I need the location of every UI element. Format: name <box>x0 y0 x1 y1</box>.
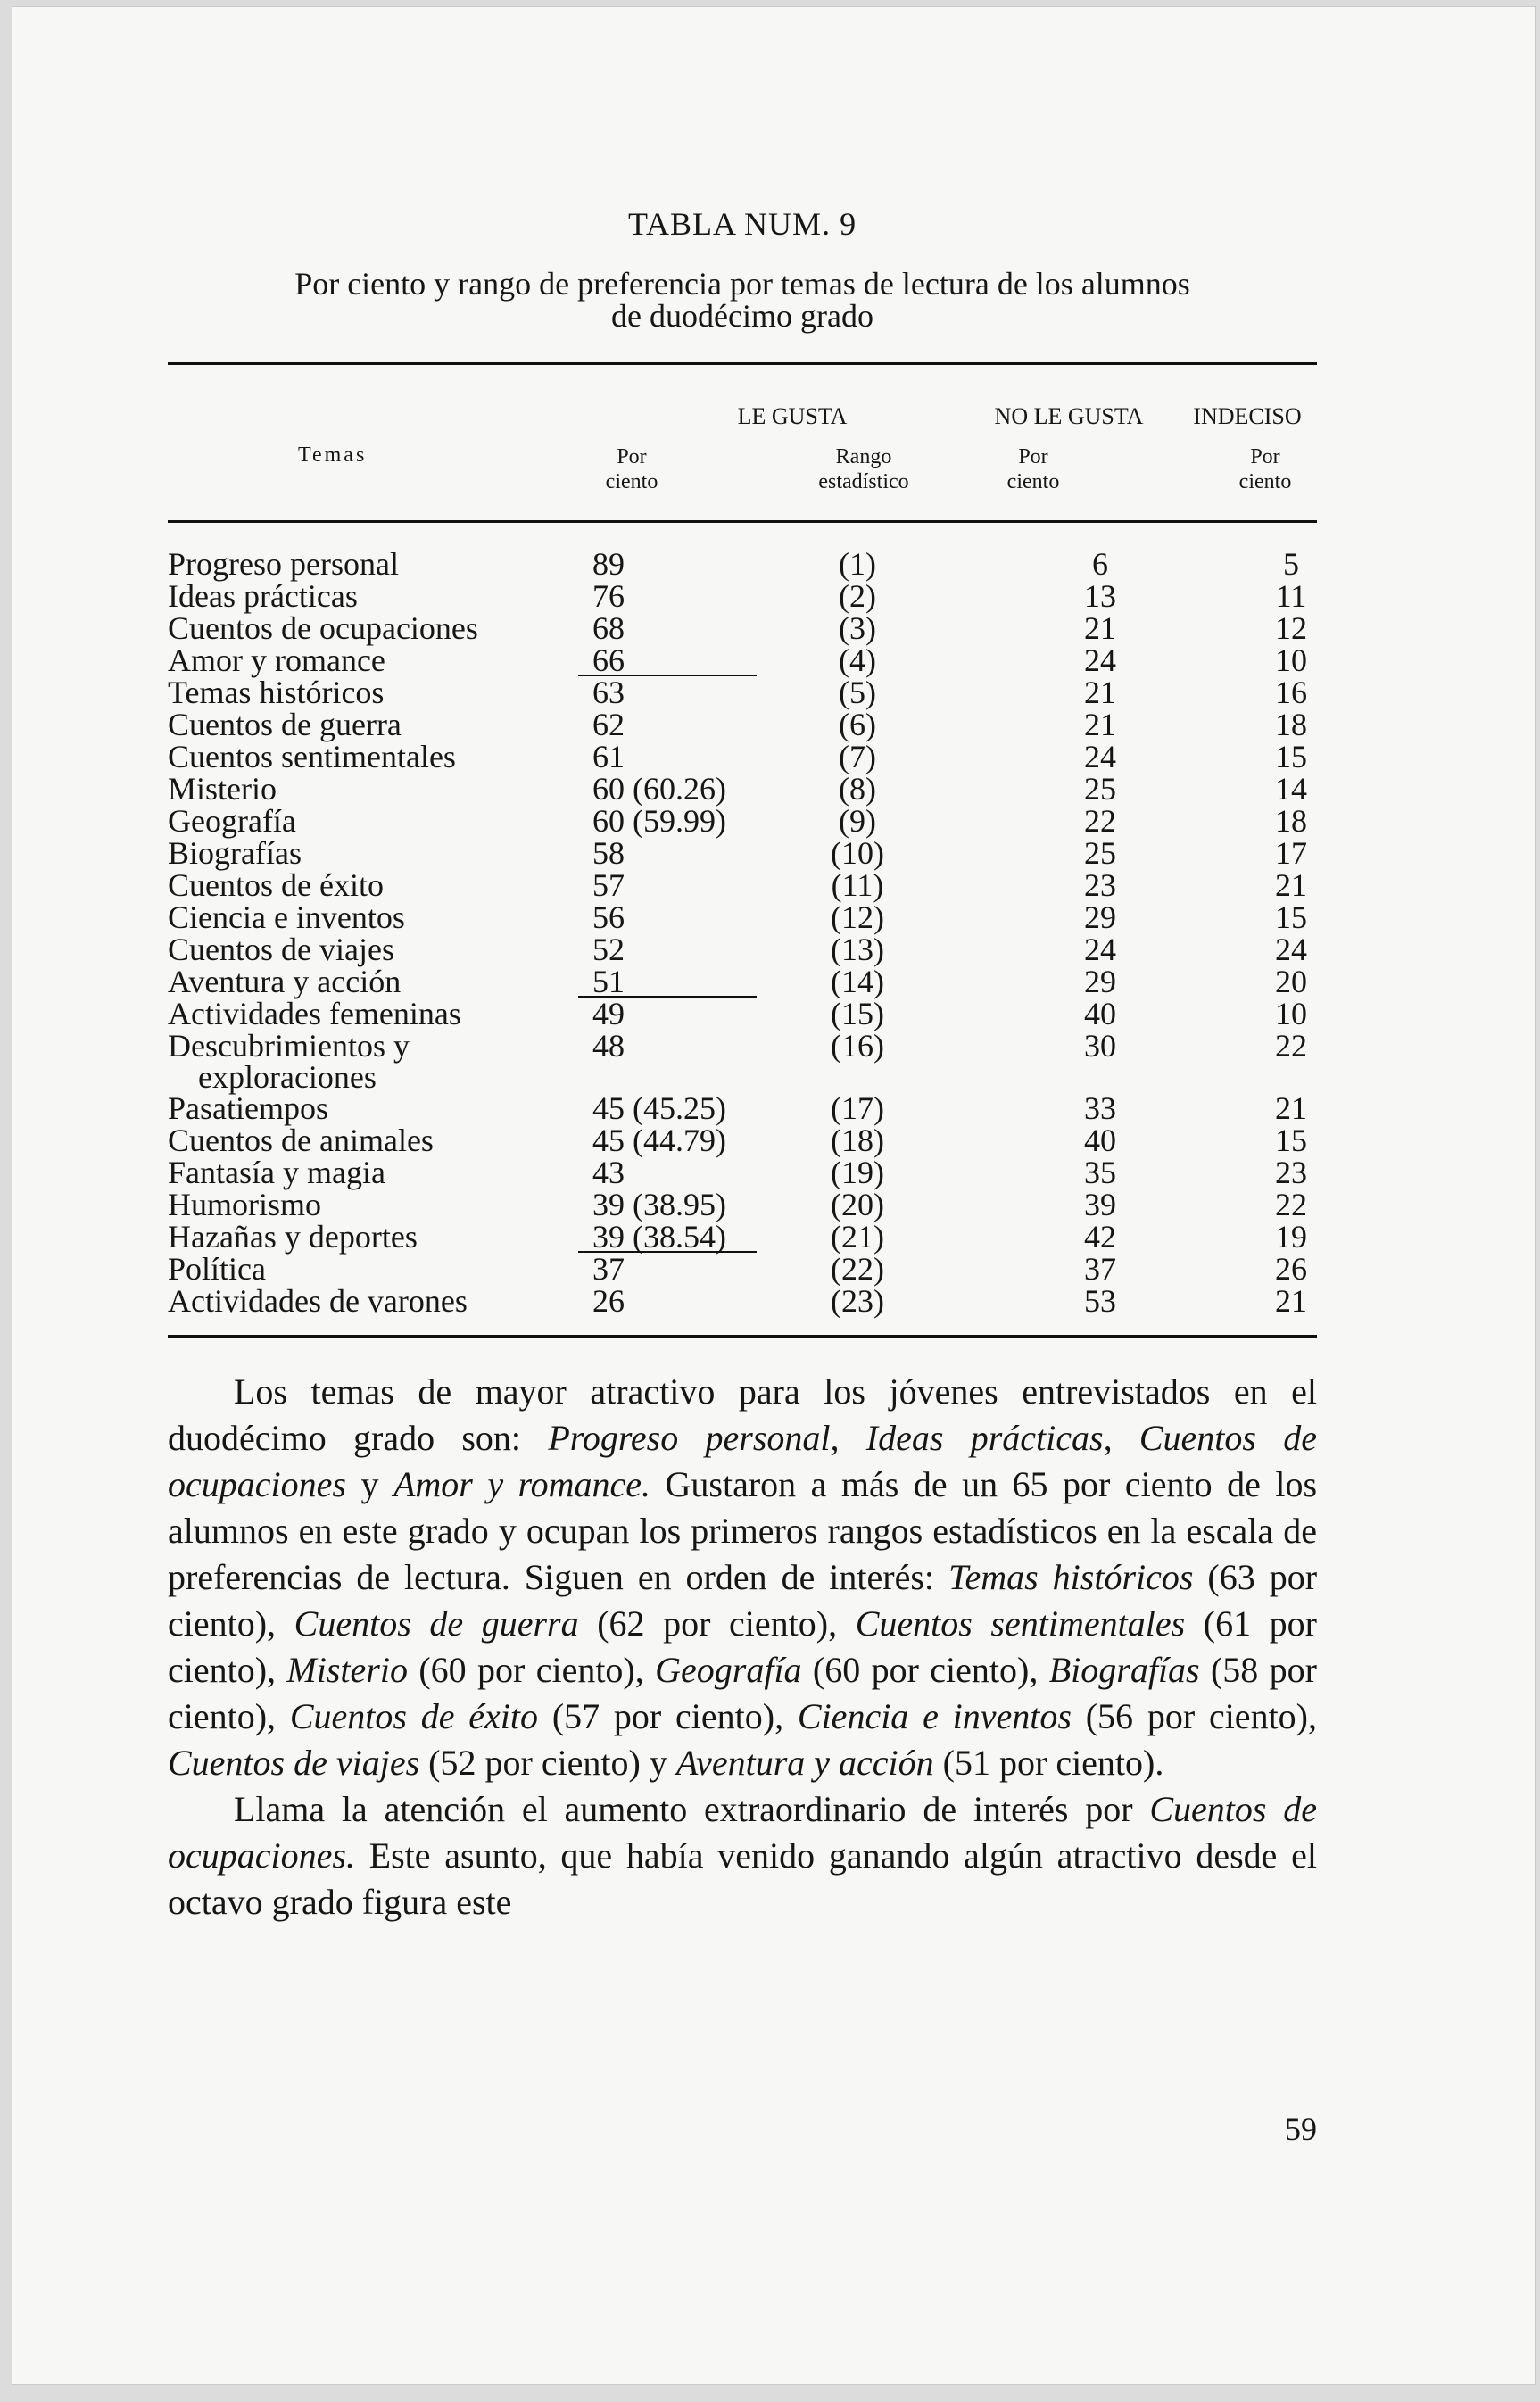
cell-tema <box>168 965 560 998</box>
cell-tema-text: Actividades femeninas <box>168 996 461 1031</box>
cell-rango: (13) <box>831 932 884 967</box>
cell-le-gusta-pct: 60 (60.26) <box>592 771 726 807</box>
cell-tema-text: Misterio <box>168 771 277 807</box>
cell-tema-text: Biografías <box>168 835 302 871</box>
cell-no-le-gusta-pct: 53 <box>1084 1283 1116 1319</box>
italic-phrase: Temas históricos <box>948 1557 1194 1597</box>
table-top-rule <box>168 362 1317 365</box>
cell-rango: (16) <box>831 1028 884 1064</box>
cell-indeciso-pct: 23 <box>1275 1155 1307 1190</box>
cell-rango: (19) <box>831 1155 884 1190</box>
cell-tema-text: Hazañas y deportes <box>168 1219 418 1255</box>
text-run: y <box>345 1464 393 1504</box>
cell-no-le-gusta-pct: 21 <box>1084 707 1116 742</box>
cell-indeciso-pct: 15 <box>1275 899 1307 935</box>
cell-tema <box>168 708 560 741</box>
cell-le-gusta-pct: 39 (38.54) <box>592 1219 726 1255</box>
cell-tema <box>168 933 560 965</box>
cell-rango: (11) <box>831 867 884 903</box>
cell-tema-text: Progreso personal <box>168 546 399 582</box>
cell-no-le-gusta-pct: 30 <box>1084 1028 1116 1064</box>
cell-tema-text: Política <box>168 1251 266 1287</box>
cell-indeciso-pct: 22 <box>1275 1028 1307 1064</box>
italic-phrase: Geografía <box>655 1650 802 1690</box>
cell-tema-text: Cuentos de viajes <box>168 932 394 967</box>
cell-no-le-gusta-pct: 29 <box>1084 964 1116 999</box>
cell-rango: (10) <box>831 835 884 871</box>
table-row <box>168 612 1317 644</box>
cell-no-le-gusta-pct: 23 <box>1084 867 1116 903</box>
cell-tema <box>168 1028 560 1095</box>
cell-tema <box>168 676 560 708</box>
cell-tema-text: Descubrimientos y <box>168 1028 410 1064</box>
cell-rango: (4) <box>839 642 876 678</box>
cell-indeciso-pct: 14 <box>1275 771 1307 807</box>
cell-tema-text: Cuentos de éxito <box>168 867 384 903</box>
table-bottom-rule <box>168 1335 1317 1338</box>
cell-rango: (20) <box>831 1187 884 1222</box>
cell-indeciso-pct: 12 <box>1275 610 1307 646</box>
table-subtitle-line-2: de duodécimo grado <box>611 298 873 334</box>
cell-indeciso-pct: 21 <box>1275 1090 1307 1126</box>
italic-phrase: Aventura y acción <box>675 1743 934 1783</box>
cell-indeciso-pct: 18 <box>1275 803 1307 839</box>
italic-phrase: Cuentos de éxito <box>289 1696 539 1736</box>
header-label: Por <box>617 445 647 468</box>
table-row <box>168 933 1317 965</box>
table-row <box>168 708 1317 741</box>
header-group-no-le-gusta: NO LE GUSTA <box>994 403 1144 429</box>
cell-rango: (2) <box>839 578 876 614</box>
text-run: (62 por ciento), <box>578 1603 856 1644</box>
table-row <box>168 580 1317 612</box>
cell-no-le-gusta-pct: 24 <box>1084 739 1116 774</box>
cell-tema-text: Ideas prácticas <box>168 578 358 614</box>
cell-tema <box>168 1092 560 1124</box>
table-row <box>168 998 1317 1030</box>
cell-le-gusta-pct: 61 <box>592 739 625 774</box>
cell-no-le-gusta-pct: 37 <box>1084 1251 1116 1287</box>
cell-no-le-gusta-pct: 39 <box>1084 1187 1116 1222</box>
cell-tema <box>168 612 560 644</box>
table-row <box>168 676 1317 708</box>
cell-no-le-gusta-pct: 33 <box>1084 1090 1116 1126</box>
cell-indeciso-pct: 19 <box>1275 1219 1307 1255</box>
header-label: Rango <box>835 445 892 468</box>
cell-indeciso-pct: 10 <box>1275 642 1307 678</box>
cell-no-le-gusta-pct: 25 <box>1084 771 1116 807</box>
text-run: (57 por ciento), <box>538 1696 798 1736</box>
cell-indeciso-pct: 15 <box>1275 739 1307 774</box>
cell-no-le-gusta-pct: 40 <box>1084 1122 1116 1158</box>
cell-le-gusta-pct: 45 (44.79) <box>592 1122 726 1158</box>
cell-le-gusta-pct: 45 (45.25) <box>592 1090 726 1126</box>
cell-tema-text: Temas históricos <box>168 675 385 710</box>
text-run: (56 por ciento), <box>1071 1696 1317 1736</box>
body-text <box>168 1369 1317 1926</box>
header-label: ciento <box>1238 470 1292 493</box>
table-row <box>168 1253 1317 1285</box>
cell-tema <box>168 805 560 837</box>
cell-le-gusta-pct: 48 <box>592 1028 625 1064</box>
cell-no-le-gusta-pct: 42 <box>1084 1219 1116 1255</box>
cell-tema <box>168 1285 560 1317</box>
cell-le-gusta-pct: 39 (38.95) <box>592 1187 726 1222</box>
cell-le-gusta-pct: 49 <box>592 996 625 1031</box>
header-no-le-gusta-por-ciento <box>944 444 1122 494</box>
cell-le-gusta-pct: 37 <box>592 1251 625 1287</box>
text-run: Gustaron a más de un 65 por ciento de los alumnos en este grado y ocupan los primeros rangos estadísticos en la escala de preferencias de lectura. Siguen en orden de interés: <box>168 1464 1318 1597</box>
book-page <box>12 7 1535 2384</box>
cell-no-le-gusta-pct: 21 <box>1084 610 1116 646</box>
table-row <box>168 1092 1317 1124</box>
cell-le-gusta-pct: 58 <box>592 835 625 871</box>
cell-rango: (8) <box>839 771 876 807</box>
text-run: (63 por ciento), <box>168 1557 1318 1644</box>
cell-rango: (9) <box>839 803 876 839</box>
cell-le-gusta-pct: 26 <box>592 1283 625 1319</box>
cell-tema <box>168 580 560 612</box>
table-row <box>168 805 1317 837</box>
page-number: 59 <box>1285 2111 1317 2147</box>
cell-le-gusta-pct: 76 <box>592 578 625 614</box>
cell-le-gusta-pct: 63 <box>592 675 625 710</box>
header-label: estadístico <box>818 470 909 493</box>
header-label: ciento <box>605 470 658 493</box>
italic-phrase: Cuentos de viajes <box>168 1743 420 1783</box>
cell-no-le-gusta-pct: 35 <box>1084 1155 1116 1190</box>
cell-rango: (6) <box>839 707 876 742</box>
cell-indeciso-pct: 5 <box>1283 546 1299 582</box>
cell-no-le-gusta-pct: 21 <box>1084 675 1116 710</box>
cell-tema-text: Fantasía y magia <box>168 1155 385 1190</box>
cell-le-gusta-pct: 89 <box>592 546 625 582</box>
table-title: TABLA NUM. 9 <box>627 206 857 242</box>
cell-no-le-gusta-pct: 13 <box>1084 578 1116 614</box>
cell-rango: (15) <box>831 996 884 1031</box>
cell-le-gusta-pct: 52 <box>592 932 625 967</box>
cell-indeciso-pct: 22 <box>1275 1187 1307 1222</box>
cell-indeciso-pct: 11 <box>1275 578 1307 614</box>
cell-le-gusta-pct: 43 <box>592 1155 625 1190</box>
italic-phrase: Cuentos sentimentales <box>855 1603 1186 1644</box>
italic-phrase: Misterio <box>286 1650 408 1690</box>
italic-phrase: Ciencia e inventos <box>797 1696 1072 1736</box>
cell-tema <box>168 1253 560 1285</box>
cell-rango: (12) <box>831 899 884 935</box>
cell-indeciso-pct: 18 <box>1275 707 1307 742</box>
cell-le-gusta-pct: 60 (59.99) <box>592 803 726 839</box>
cell-le-gusta-pct: 57 <box>592 867 625 903</box>
text-run: (51 por ciento). <box>933 1743 1164 1783</box>
cell-no-le-gusta-pct: 6 <box>1092 546 1108 582</box>
table-row <box>168 1156 1317 1189</box>
cell-no-le-gusta-pct: 24 <box>1084 932 1116 967</box>
cell-tema-text: Cuentos de guerra <box>168 707 402 742</box>
table-row <box>168 741 1317 773</box>
table-row <box>168 1189 1317 1221</box>
italic-phrase: Biografías <box>1048 1650 1200 1690</box>
cell-no-le-gusta-pct: 22 <box>1084 803 1116 839</box>
cell-tema-text: Humorismo <box>168 1187 322 1222</box>
table-subtitle-line-1: Por ciento y rango de preferencia por temas de lectura de los alumnos <box>294 266 1190 302</box>
cell-indeciso-pct: 10 <box>1275 996 1307 1031</box>
cell-rango: (7) <box>839 739 876 774</box>
table-row <box>168 1221 1317 1253</box>
italic-phrase: Progreso personal, Ideas prácticas, Cuentos de ocupaciones <box>168 1418 1317 1504</box>
cell-indeciso-pct: 21 <box>1275 867 1307 903</box>
table-row <box>168 1028 1317 1095</box>
cell-le-gusta-pct: 51 <box>592 964 625 999</box>
text-run: Este asunto, que había venido ganando algún atractivo desde el octavo grado figura este <box>168 1835 1317 1922</box>
italic-phrase: Cuentos de ocupaciones. <box>168 1789 1317 1876</box>
cell-rango: (17) <box>831 1090 884 1126</box>
cell-indeciso-pct: 17 <box>1275 835 1307 871</box>
cell-tema <box>168 837 560 869</box>
table-subtitle <box>168 268 1317 332</box>
cell-indeciso-pct: 16 <box>1275 675 1307 710</box>
table-row <box>168 1285 1317 1317</box>
cell-rango: (21) <box>831 1219 884 1255</box>
header-label: ciento <box>1006 470 1060 493</box>
cell-tema-text: Actividades de varones <box>168 1283 468 1319</box>
cell-indeciso-pct: 15 <box>1275 1122 1307 1158</box>
cell-no-le-gusta-pct: 24 <box>1084 642 1116 678</box>
cell-rango: (23) <box>831 1283 884 1319</box>
cell-rango: (14) <box>831 964 884 999</box>
cell-no-le-gusta-pct: 40 <box>1084 996 1116 1031</box>
cell-rango: (5) <box>839 675 876 710</box>
text-run: (60 por ciento), <box>801 1650 1049 1690</box>
table-header-rule <box>168 520 1317 523</box>
cell-tema <box>168 1156 560 1189</box>
cell-tema-text: Amor y romance <box>168 642 385 678</box>
cell-indeciso-pct: 20 <box>1275 964 1307 999</box>
cell-tema-text: Cuentos de ocupaciones <box>168 610 478 646</box>
table-body <box>168 548 1317 1317</box>
cell-indeciso-pct: 24 <box>1275 932 1307 967</box>
cell-no-le-gusta-pct: 29 <box>1084 899 1116 935</box>
cell-tema <box>168 998 560 1030</box>
header-temas: Temas <box>298 443 368 467</box>
cell-tema <box>168 901 560 933</box>
cell-le-gusta-pct: 66 <box>592 642 625 678</box>
cell-tema-text: Aventura y acción <box>168 964 402 999</box>
text-run: (58 por ciento), <box>168 1650 1317 1736</box>
italic-phrase: Cuentos de guerra <box>294 1603 579 1644</box>
table-row <box>168 1124 1317 1156</box>
header-indeciso-por-ciento <box>1203 444 1328 494</box>
header-group-le-gusta: LE GUSTA <box>737 403 848 429</box>
table-row <box>168 837 1317 869</box>
text-run: Los temas de mayor atractivo para los jóvenes entrevistados en el duodécimo grado son: <box>168 1371 1317 1458</box>
cell-tema-text: Cuentos de animales <box>168 1122 434 1158</box>
cell-rango: (22) <box>831 1251 884 1287</box>
cell-le-gusta-pct: 62 <box>592 707 625 742</box>
cell-tema <box>168 548 560 580</box>
text-run: (61 por ciento), <box>168 1603 1317 1690</box>
cell-tema <box>168 644 560 676</box>
cell-tema <box>168 1221 560 1253</box>
header-le-gusta-por-ciento <box>560 444 703 494</box>
table-row <box>168 965 1317 998</box>
cell-tema <box>168 741 560 773</box>
paragraph-1 <box>168 1369 1317 1786</box>
cell-tema-text: Ciencia e inventos <box>168 899 405 935</box>
cell-no-le-gusta-pct: 25 <box>1084 835 1116 871</box>
cell-indeciso-pct: 21 <box>1275 1283 1307 1319</box>
cell-le-gusta-pct: 56 <box>592 899 625 935</box>
table-row <box>168 548 1317 580</box>
table-row <box>168 644 1317 676</box>
italic-phrase: Amor y romance. <box>393 1464 651 1504</box>
header-label: Por <box>1250 445 1280 468</box>
text-run: (52 por ciento) y <box>419 1743 676 1783</box>
header-label: Por <box>1018 445 1048 468</box>
paragraph-2 <box>168 1786 1317 1926</box>
table-row <box>168 901 1317 933</box>
cell-rango: (1) <box>839 546 876 582</box>
cell-indeciso-pct: 26 <box>1275 1251 1307 1287</box>
cell-rango: (18) <box>831 1122 884 1158</box>
cell-tema <box>168 1124 560 1156</box>
text-run: (60 por ciento), <box>407 1650 656 1690</box>
cell-tema <box>168 773 560 805</box>
cell-tema-continuation: exploraciones <box>198 1059 377 1095</box>
text-run: Llama la atención el aumento extraordinario de interés por <box>234 1789 1150 1829</box>
table-row <box>168 773 1317 805</box>
cell-tema <box>168 1189 560 1221</box>
table-row <box>168 869 1317 901</box>
cell-le-gusta-pct: 68 <box>592 610 625 646</box>
cell-rango: (3) <box>839 610 876 646</box>
cell-tema-text: Geografía <box>168 803 296 839</box>
header-group-indeciso: INDECISO <box>1193 403 1302 429</box>
cell-tema <box>168 869 560 901</box>
cell-tema-text: Cuentos sentimentales <box>168 739 456 774</box>
cell-tema-text: Pasatiempos <box>168 1090 328 1126</box>
